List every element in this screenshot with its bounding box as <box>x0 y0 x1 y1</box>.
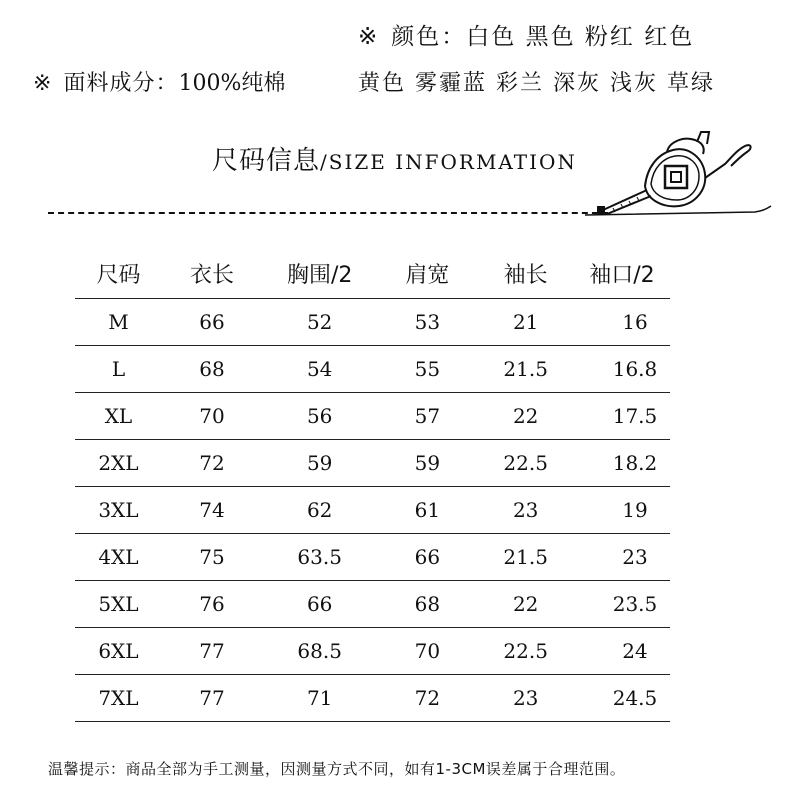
table-row <box>75 627 670 674</box>
cell-cuff-value: 18.2 <box>612 450 658 475</box>
cell-size: 5XL <box>75 580 162 627</box>
title-chinese: 尺码信息 <box>212 146 321 176</box>
cell-shoulder: 68 <box>377 580 477 627</box>
cell-size: L <box>75 345 162 392</box>
cell-cuff <box>574 580 670 627</box>
table-row <box>75 345 670 392</box>
cell-chest: 59 <box>262 439 377 486</box>
table-row <box>75 439 670 486</box>
cell-cuff-value: 24 <box>622 638 648 663</box>
cell-size: 7XL <box>75 674 162 721</box>
cell-cuff-value: 16 <box>622 309 648 334</box>
cell-cuff <box>574 627 670 674</box>
cell-cuff <box>574 533 670 580</box>
cell-chest: 56 <box>262 392 377 439</box>
cell-length: 77 <box>162 674 262 721</box>
cell-shoulder: 70 <box>377 627 477 674</box>
cell-cuff-value: 19 <box>622 497 648 522</box>
color-list-row1: 白色 黑色 粉红 红色 <box>466 24 695 50</box>
color-options-line <box>358 18 694 51</box>
cell-length: 77 <box>162 627 262 674</box>
cell-cuff <box>574 392 670 439</box>
cell-length: 66 <box>162 298 262 345</box>
cell-shoulder: 57 <box>377 392 477 439</box>
fabric-label: 面料成分： <box>63 71 179 96</box>
dashed-divider <box>48 212 608 214</box>
cell-cuff-value: 17.5 <box>612 403 658 428</box>
measuring-tape-icon <box>585 118 775 218</box>
table-row <box>75 533 670 580</box>
header-cuff <box>574 250 670 298</box>
cell-length: 75 <box>162 533 262 580</box>
cell-sleeve: 23 <box>477 674 574 721</box>
table-row <box>75 298 670 345</box>
cell-shoulder: 72 <box>377 674 477 721</box>
cell-cuff-value: 23.5 <box>612 591 658 616</box>
cell-cuff-value: 16.8 <box>612 356 658 381</box>
cell-cuff <box>574 439 670 486</box>
size-table <box>75 250 670 722</box>
header-sleeve: 袖长 <box>503 263 548 289</box>
cell-shoulder: 61 <box>377 486 477 533</box>
cell-length: 68 <box>162 345 262 392</box>
cell-chest: 52 <box>262 298 377 345</box>
cell-sleeve: 23 <box>477 486 574 533</box>
table-row <box>75 580 670 627</box>
cell-shoulder: 66 <box>377 533 477 580</box>
cell-shoulder: 55 <box>377 345 477 392</box>
header-cuff-label: 袖口/2 <box>589 263 655 289</box>
cell-length: 76 <box>162 580 262 627</box>
cell-size: M <box>75 298 162 345</box>
measurement-note: 温馨提示：商品全部为手工测量，因测量方式不同，如有1-3CM误差属于合理范围。 <box>48 760 626 778</box>
cell-cuff <box>574 486 670 533</box>
cell-length: 74 <box>162 486 262 533</box>
cell-chest: 71 <box>262 674 377 721</box>
table-row <box>75 392 670 439</box>
cell-cuff <box>574 298 670 345</box>
header-chest: 胸围/2 <box>286 263 353 289</box>
cell-cuff-value: 23 <box>622 544 648 569</box>
title-english: /SIZE INFORMATION <box>320 150 577 174</box>
header-shoulder: 肩宽 <box>405 263 450 289</box>
cell-sleeve: 22 <box>477 580 574 627</box>
header-size: 尺码 <box>96 263 141 289</box>
cell-sleeve: 21.5 <box>477 345 574 392</box>
cell-chest: 54 <box>262 345 377 392</box>
cell-shoulder: 53 <box>377 298 477 345</box>
cell-sleeve: 22 <box>477 392 574 439</box>
cell-sleeve: 22.5 <box>477 627 574 674</box>
color-label: 颜色： <box>391 24 467 50</box>
cell-chest: 68.5 <box>262 627 377 674</box>
table-row <box>75 486 670 533</box>
fabric-value: 100%纯棉 <box>178 71 286 96</box>
cell-cuff <box>574 674 670 721</box>
cell-chest: 62 <box>262 486 377 533</box>
cell-sleeve: 21 <box>477 298 574 345</box>
cell-size: 4XL <box>75 533 162 580</box>
cell-size: 6XL <box>75 627 162 674</box>
cell-cuff-value: 24.5 <box>612 685 658 710</box>
table-header-row <box>75 250 670 298</box>
color-list-row2: 黄色 雾霾蓝 彩兰 深灰 浅灰 草绿 <box>358 71 715 96</box>
cell-sleeve: 22.5 <box>477 439 574 486</box>
cell-size: 3XL <box>75 486 162 533</box>
cell-size: XL <box>75 392 162 439</box>
header-length: 衣长 <box>189 263 234 289</box>
cell-length: 72 <box>162 439 262 486</box>
table-row <box>75 674 670 721</box>
cell-cuff <box>574 345 670 392</box>
reference-mark: ※ <box>33 71 52 96</box>
cell-sleeve: 21.5 <box>477 533 574 580</box>
cell-chest: 63.5 <box>262 533 377 580</box>
cell-chest: 66 <box>262 580 377 627</box>
fabric-line <box>33 66 715 97</box>
cell-shoulder: 59 <box>377 439 477 486</box>
size-info-title <box>212 140 577 177</box>
cell-size: 2XL <box>75 439 162 486</box>
reference-mark: ※ <box>358 24 380 50</box>
cell-length: 70 <box>162 392 262 439</box>
